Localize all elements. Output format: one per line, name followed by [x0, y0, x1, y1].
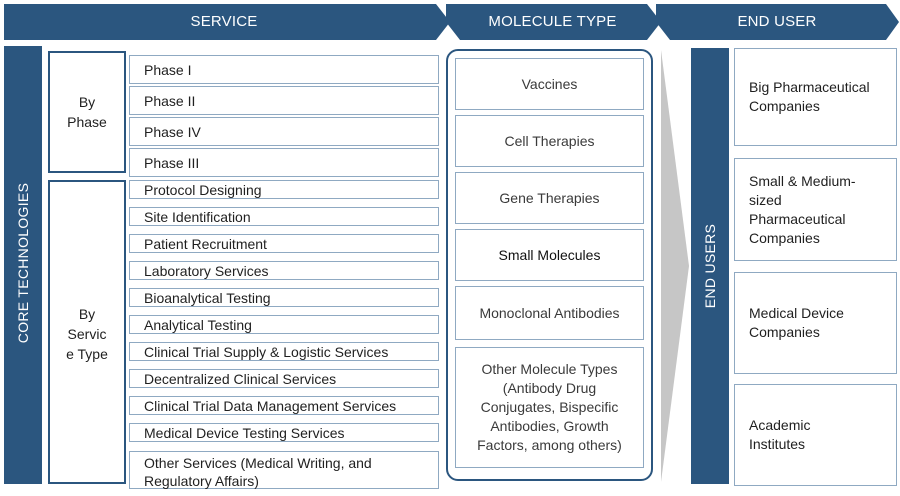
end-user-item: Small & Medium- sized Pharmaceutical Companies [734, 158, 897, 261]
by-phase-label: By Phase [67, 94, 107, 130]
service-type-item: Site Identification [129, 207, 439, 226]
service-type-item: Protocol Designing [129, 180, 439, 199]
molecule-type-item: Other Molecule Types (Antibody Drug Conjugates, Bispecific Antibodies, Growth Factors, among others) [455, 347, 644, 468]
service-header: SERVICE [190, 13, 258, 30]
molecule-type-item: Small Molecules [455, 229, 644, 281]
core-technologies-label: CORE TECHNOLOGIES [15, 182, 31, 344]
end-users-label: END USERS [702, 223, 718, 309]
molecule-type-header: MOLECULE TYPE [488, 13, 617, 30]
molecule-type-item: Monoclonal Antibodies [455, 286, 644, 340]
end-user-header: END USER [737, 13, 817, 30]
phase-item: Phase I [129, 55, 439, 84]
service-type-item: Patient Recruitment [129, 234, 439, 253]
service-type-item: Laboratory Services [129, 261, 439, 280]
service-type-item: Clinical Trial Data Management Services [129, 396, 439, 415]
end-user-item: Medical Device Companies [734, 272, 897, 374]
service-type-item: Clinical Trial Supply & Logistic Services [129, 342, 439, 361]
phase-item: Phase IV [129, 117, 439, 146]
molecule-type-item: Vaccines [455, 58, 644, 110]
molecule-type-item: Cell Therapies [455, 115, 644, 167]
service-type-item: Bioanalytical Testing [129, 288, 439, 307]
service-type-item: Other Services (Medical Writing, and Regulatory Affairs) [129, 451, 439, 489]
service-type-item: Decentralized Clinical Services [129, 369, 439, 388]
service-type-item: Analytical Testing [129, 315, 439, 334]
phase-item: Phase III [129, 148, 439, 177]
end-user-item: Big Pharmaceutical Companies [734, 48, 897, 146]
by-service-type-label: By Servic e Type [66, 306, 108, 362]
service-type-item: Medical Device Testing Services [129, 423, 439, 442]
molecule-type-item: Gene Therapies [455, 172, 644, 224]
flow-arrow [659, 48, 693, 484]
end-user-item: Academic Institutes [734, 384, 897, 486]
phase-item: Phase II [129, 86, 439, 115]
